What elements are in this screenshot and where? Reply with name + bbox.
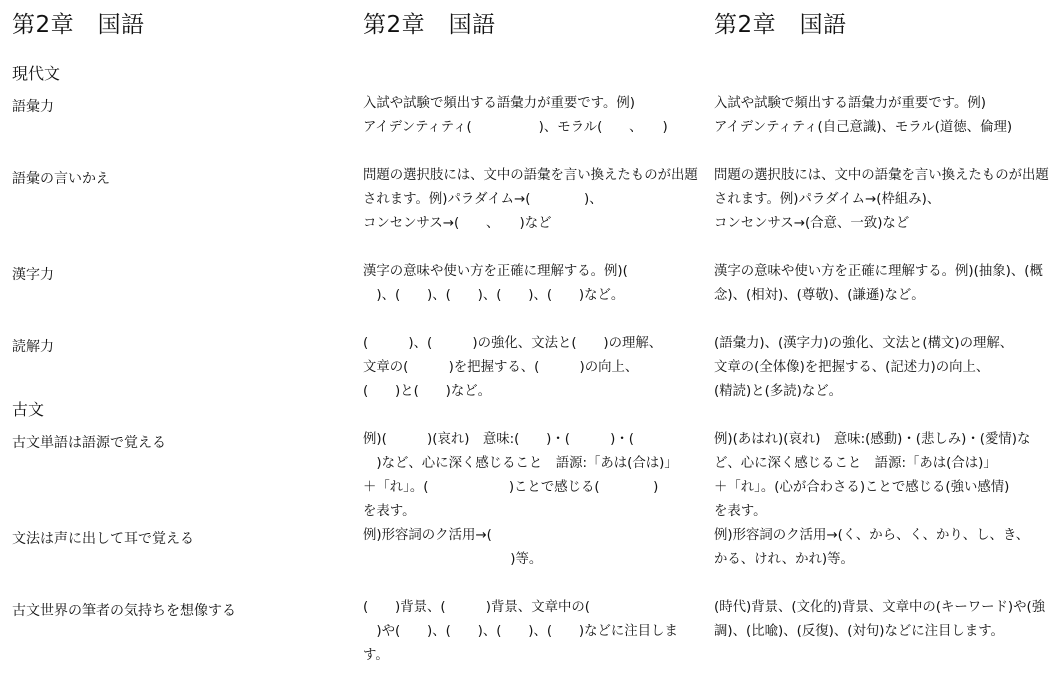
topic-label-grammar: 文法は声に出して耳で覚える	[12, 531, 194, 547]
answer-vocabulary: 入試や試験で頻出する語彙力が重要です。例) アイデンティティ(自己意識)、モラル(道徳、倫理)	[714, 96, 1013, 135]
topic-label-kanji: 漢字力	[12, 267, 54, 283]
question-grammar: 例)形容詞のク活用→( )等。	[363, 528, 543, 567]
question-paraphrase: 問題の選択肢には、文中の語彙を言い換えたものが出題されます。例)パラダイム→( )、 コンセンサス→( 、 )など	[363, 168, 698, 231]
question-reading: ( )、( )の強化、文法と( )の理解、 文章の( )を把握する、( )の向上、 ( )と( )など。	[363, 336, 663, 399]
answer-reading: (語彙力)、(漢字力)の強化、文法と(構文)の理解、 文章の(全体像)を把握する、(記述力)の向上、 (精読)と(多読)など。	[714, 336, 1014, 399]
chapter-title: 第2章 国語	[12, 12, 145, 38]
topic-label-vocabulary: 語彙力	[12, 99, 54, 115]
answer-paraphrase: 問題の選択肢には、文中の語彙を言い換えたものが出題されます。例)パラダイム→(枠組み)、 コンセンサス→(合意、一致)など	[714, 168, 1049, 231]
chapter-title: 第2章 国語	[363, 12, 496, 38]
question-vocabulary: 入試や試験で頻出する語彙力が重要です。例) アイデンティティ( )、モラル( 、 )	[363, 96, 668, 135]
answer-column	[714, 0, 1054, 690]
answer-kanji: 漢字の意味や使い方を正確に理解する。例)(抽象)、(概念)、(相対)、(尊敬)、(謙遜)など。	[714, 264, 1043, 303]
answer-grammar: 例)形容詞のク活用→(く、から、く、かり、し、き、 かる、けれ、かれ)等。	[714, 528, 1030, 567]
question-author-feelings: ( )背景、( )背景、文章中の( )や( )、( )、( )、( )などに注目します。	[363, 600, 678, 663]
question-kanji: 漢字の意味や使い方を正確に理解する。例)( )、( )、( )、( )、( )など。	[363, 264, 628, 303]
question-classical-words: 例)( )(哀れ) 意味:( )・( )・( )など、心に深く感じること 語源:「あは(合は)」 ＋「れ」。( )ことで感じる( ) を表す。	[363, 432, 678, 519]
topic-label-paraphrase: 語彙の言いかえ	[12, 171, 110, 187]
question-column	[363, 0, 698, 690]
topic-column	[12, 0, 342, 690]
chapter-title: 第2章 国語	[714, 12, 847, 38]
answer-classical-words: 例)(あはれ)(哀れ) 意味:(感動)・(悲しみ)・(愛情)など、心に深く感じること 語源:「あは(合は)」 ＋「れ」。(心が合わさる)ことで感じる(強い感情) を表す。	[714, 432, 1031, 519]
section-heading-modern: 現代文	[12, 64, 61, 83]
topic-label-classical-words: 古文単語は語源で覚える	[12, 435, 166, 451]
section-heading-classical: 古文	[12, 400, 45, 419]
topic-label-author-feelings: 古文世界の筆者の気持ちを想像する	[12, 603, 236, 619]
topic-label-reading: 読解力	[12, 339, 54, 355]
answer-author-feelings: (時代)背景、(文化的)背景、文章中の(キーワード)や(強調)、(比喩)、(反復)、(対句)などに注目します。	[714, 600, 1046, 639]
